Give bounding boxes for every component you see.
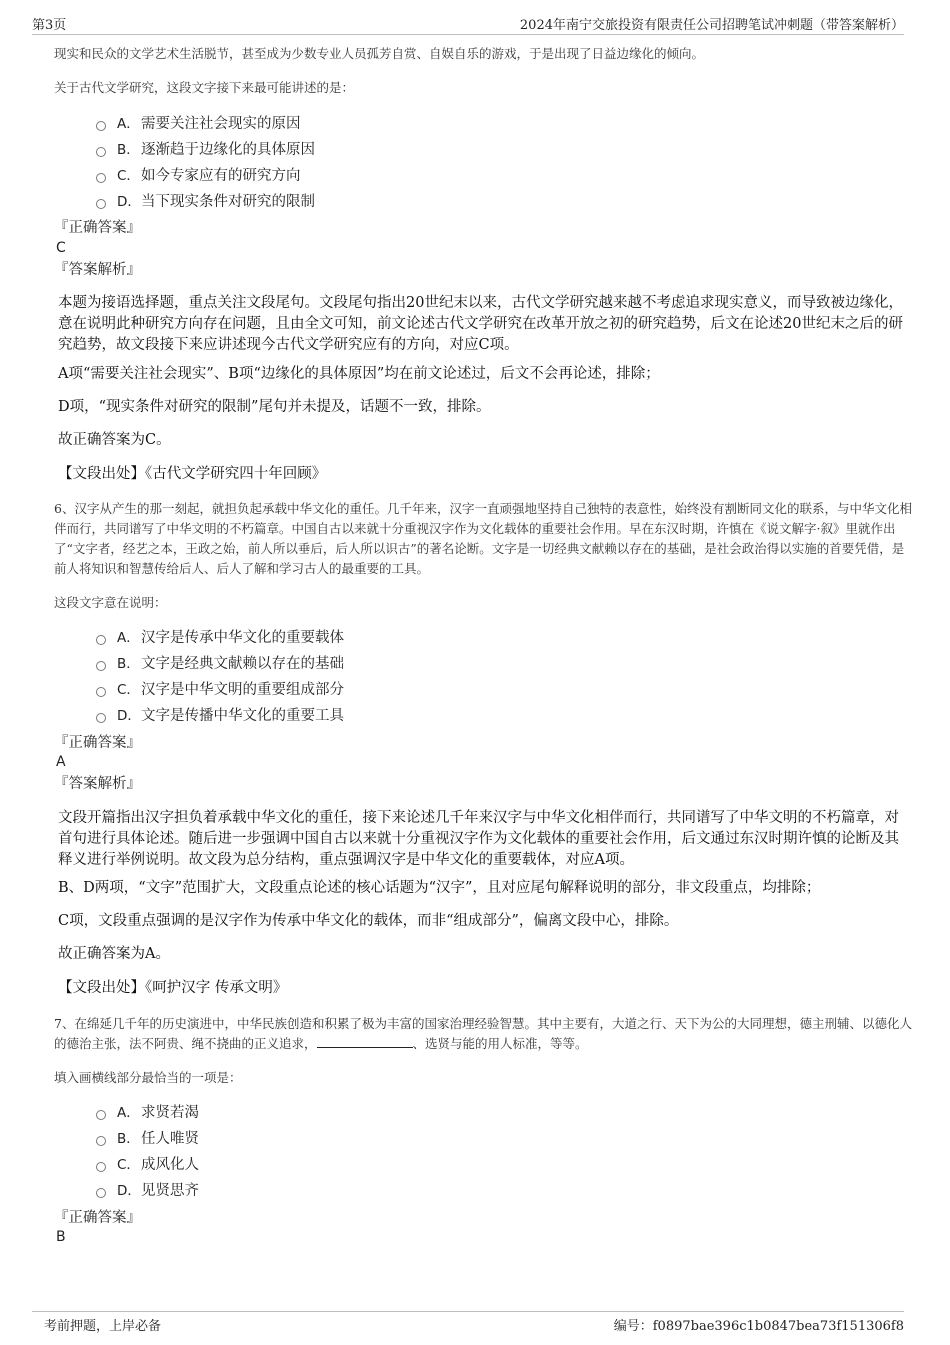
q7-option-d[interactable]: D． 见贤思齐 bbox=[96, 1178, 199, 1204]
q5-analysis-p2: A项“需要关注社会现实”、B项“边缘化的具体原因”均在前文论述过，后文不会再论述，排除； bbox=[58, 366, 660, 382]
radio-icon[interactable] bbox=[96, 1136, 106, 1146]
q5-passage-tail: 现实和民众的文学艺术生活脱节，甚至成为少数专业人员孤芳自赏、自娱自乐的游戏，于是出现了日益边缘化的倾向。 bbox=[54, 46, 705, 61]
q6-option-b[interactable]: B． 文字是经典文献赖以存在的基础 bbox=[96, 651, 344, 677]
q5-source: 【文段出处】《古代文学研究四十年回顾》 bbox=[58, 466, 327, 482]
q5-answer: C bbox=[56, 240, 66, 256]
q6-options bbox=[96, 625, 344, 729]
q7-passage: 7、在绵延几千年的历史演进中，中华民族创造和积累了极为丰富的国家治理经验智慧。其中主要有，大道之行、天下为公的大同理想，德主刑辅、以德化人的德治主张，法不阿贵、绳不挠曲的正义追求， 、选贤与能的用人标准，等等。 bbox=[54, 1016, 912, 1051]
q5-analysis-p1: 本题为接语选择题，重点关注文段尾句。文段尾句指出20世纪末以来，古代文学研究越来越不考虑追求现实意义，而导致被边缘化，意在说明此种研究方向存在问题，且由全文可知，前文论述古代文学研究在改革开放之初的研究趋势，后文在论述20世纪末之后的研究趋势，故文段接下来应讲述现今古代文学研究应有的方向，对应C项。 bbox=[58, 295, 903, 353]
q7-question: 填入画横线部分最恰当的一项是： bbox=[54, 1070, 242, 1085]
document-code: 编号：f0897bae396c1b0847bea73f151306f8 bbox=[613, 1319, 904, 1334]
radio-icon[interactable] bbox=[96, 713, 106, 723]
radio-icon[interactable] bbox=[96, 147, 106, 157]
radio-icon[interactable] bbox=[96, 1188, 106, 1198]
radio-icon[interactable] bbox=[96, 635, 106, 645]
q7-answer-label: 『正确答案』 bbox=[54, 1210, 141, 1226]
q5-option-d[interactable]: D． 当下现实条件对研究的限制 bbox=[96, 189, 315, 215]
page-number: 第3页 bbox=[32, 18, 67, 33]
radio-icon[interactable] bbox=[96, 1162, 106, 1172]
q7-option-c[interactable]: C． 成风化人 bbox=[96, 1152, 199, 1178]
q6-passage: 6、汉字从产生的那一刻起，就担负起承载中华文化的重任。几千年来，汉字一直顽强地坚持自己独特的表意性，始终没有割断同文化的联系，与中华文化相伴而行，共同谱写了中华文明的不朽篇章。中国自古以来就十分重视汉字作为文化载体的重要社会作用。早在东汉时期，许慎在《说文解字·叙》里就作出了“文字者，经艺之本，王政之始，前人所以垂后，后人所以识古”的著名论断。文字是一切经典文献赖以存在的基础，是社会政治得以实施的首要凭借，是前人将知识和智慧传给后人、后人了解和学习古人的最重要的工具。 bbox=[54, 501, 912, 576]
q5-analysis-p3: D项，“现实条件对研究的限制”尾句并未提及，话题不一致，排除。 bbox=[58, 399, 491, 415]
q6-option-d[interactable]: D． 文字是传播中华文化的重要工具 bbox=[96, 703, 344, 729]
radio-icon[interactable] bbox=[96, 661, 106, 671]
q5-question: 关于古代文学研究，这段文字接下来最可能讲述的是： bbox=[54, 80, 355, 95]
q7-option-a[interactable]: A． 求贤若渴 bbox=[96, 1100, 199, 1126]
q5-answer-label: 『正确答案』 bbox=[54, 220, 141, 236]
q5-options bbox=[96, 111, 315, 215]
q7-option-b[interactable]: B． 任人唯贤 bbox=[96, 1126, 199, 1152]
q5-option-c[interactable]: C． 如今专家应有的研究方向 bbox=[96, 163, 315, 189]
q6-analysis-label: 『答案解析』 bbox=[54, 776, 141, 792]
q7-answer: B bbox=[56, 1229, 66, 1245]
q5-option-b[interactable]: B． 逐渐趋于边缘化的具体原因 bbox=[96, 137, 315, 163]
q6-option-a[interactable]: A． 汉字是传承中华文化的重要载体 bbox=[96, 625, 344, 651]
document-title: 2024年南宁交旅投资有限责任公司招聘笔试冲刺题（带答案解析） bbox=[519, 18, 904, 33]
q6-answer-label: 『正确答案』 bbox=[54, 735, 141, 751]
page-header bbox=[32, 12, 904, 35]
radio-icon[interactable] bbox=[96, 1110, 106, 1120]
radio-icon[interactable] bbox=[96, 199, 106, 209]
footer-slogan: 考前押题，上岸必备 bbox=[44, 1319, 162, 1334]
q6-option-c[interactable]: C． 汉字是中华文明的重要组成部分 bbox=[96, 677, 344, 703]
q5-analysis-label: 『答案解析』 bbox=[54, 262, 141, 278]
page-footer bbox=[32, 1311, 904, 1334]
radio-icon[interactable] bbox=[96, 121, 106, 131]
q6-question: 这段文字意在说明： bbox=[54, 595, 167, 610]
q6-analysis-p4: 故正确答案为A。 bbox=[58, 946, 170, 962]
radio-icon[interactable] bbox=[96, 173, 106, 183]
q6-answer: A bbox=[56, 754, 66, 770]
radio-icon[interactable] bbox=[96, 687, 106, 697]
q6-analysis-p2: B、D两项，“文字”范围扩大，文段重点论述的核心话题为“汉字”，且对应尾句解释说明的部分，非文段重点，均排除； bbox=[58, 880, 821, 896]
q7-options bbox=[96, 1100, 199, 1204]
q6-source: 【文段出处】《呵护汉字 传承文明》 bbox=[58, 980, 288, 996]
fill-blank bbox=[317, 1035, 413, 1048]
q5-option-a[interactable]: A． 需要关注社会现实的原因 bbox=[96, 111, 315, 137]
q5-analysis-p4: 故正确答案为C。 bbox=[58, 432, 171, 448]
q6-analysis-p1: 文段开篇指出汉字担负着承载中华文化的重任，接下来论述几千年来汉字与中华文化相伴而行，共同谱写了中华文明的不朽篇章，对首句进行具体论述。随后进一步强调中国自古以来就十分重视汉字作为文化载体的重要社会作用，后文通过东汉时期许慎的论断及其释义进行举例说明。故文段为总分结构，重点强调汉字是中华文化的重要载体，对应A项。 bbox=[58, 810, 899, 868]
q6-analysis-p3: C项，文段重点强调的是汉字作为传承中华文化的载体，而非“组成部分”，偏离文段中心，排除。 bbox=[58, 913, 679, 929]
